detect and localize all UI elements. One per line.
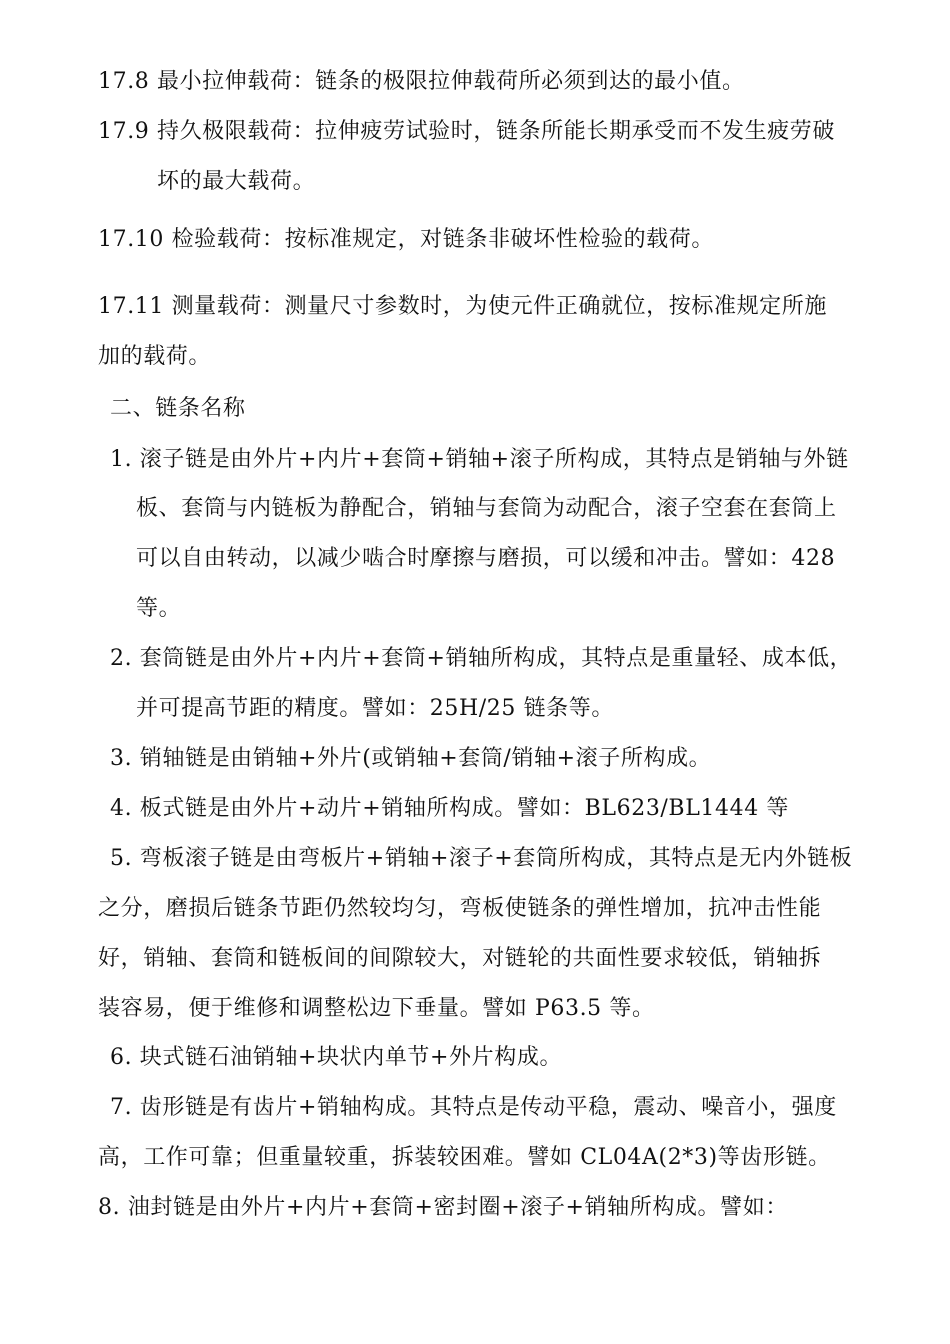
text-line: 7. 齿形链是有齿片+销轴构成。其特点是传动平稳，震动、噪音小，强度: [110, 1095, 837, 1120]
text-line: 4. 板式链是由外片+动片+销轴所构成。譬如：BL623/BL1444 等: [110, 796, 789, 821]
text-line: 2. 套筒链是由外片+内片+套筒+销轴所构成，其特点是重量轻、成本低，: [110, 646, 853, 671]
text-line: 17.10 检验载荷：按标准规定，对链条非破坏性检验的载荷。: [98, 227, 714, 252]
text-line: 17.9 持久极限载荷：拉伸疲劳试验时，链条所能长期承受而不发生疲劳破: [98, 119, 835, 144]
text-line: 可以自由转动，以减少啮合时摩擦与磨损，可以缓和冲击。譬如：428: [136, 546, 836, 571]
text-line: 6. 块式链石油销轴+块状内单节+外片构成。: [110, 1045, 563, 1070]
text-line: 17.8 最小拉伸载荷：链条的极限拉伸载荷所必须到达的最小值。: [98, 69, 745, 94]
text-line: 加的载荷。: [98, 344, 212, 369]
text-line: 好，销轴、套筒和链板间的间隙较大，对链轮的共面性要求较低，销轴拆: [98, 946, 822, 971]
text-line: 板、套筒与内链板为静配合，销轴与套筒为动配合，滚子空套在套筒上: [136, 496, 837, 521]
text-line: 3. 销轴链是由销轴+外片(或销轴+套筒/销轴+滚子所构成。: [110, 746, 712, 771]
text-line: 等。: [136, 596, 182, 621]
text-line: 1. 滚子链是由外片+内片+套筒+销轴+滚子所构成，其特点是销轴与外链: [110, 447, 849, 472]
text-line: 5. 弯板滚子链是由弯板片+销轴+滚子+套筒所构成，其特点是无内外链板: [110, 846, 853, 871]
text-line: 8. 油封链是由外片+内片+套筒+密封圈+滚子+销轴所构成。譬如：: [98, 1195, 788, 1220]
text-line: 装容易，便于维修和调整松边下垂量。譬如 P63.5 等。: [98, 996, 655, 1021]
text-line: 高，工作可靠；但重量较重，拆装较困难。譬如 CL04A(2*3)等齿形链。: [98, 1145, 831, 1170]
section-heading: 二、链条名称: [110, 396, 246, 421]
text-line: 17.11 测量载荷：测量尺寸参数时，为使元件正确就位，按标准规定所施: [98, 294, 827, 319]
text-line: 之分，磨损后链条节距仍然较均匀，弯板使链条的弹性增加，抗冲击性能: [98, 896, 822, 921]
text-line: 坏的最大载荷。: [157, 169, 316, 194]
text-line: 并可提高节距的精度。譬如：25H/25 链条等。: [136, 696, 614, 721]
